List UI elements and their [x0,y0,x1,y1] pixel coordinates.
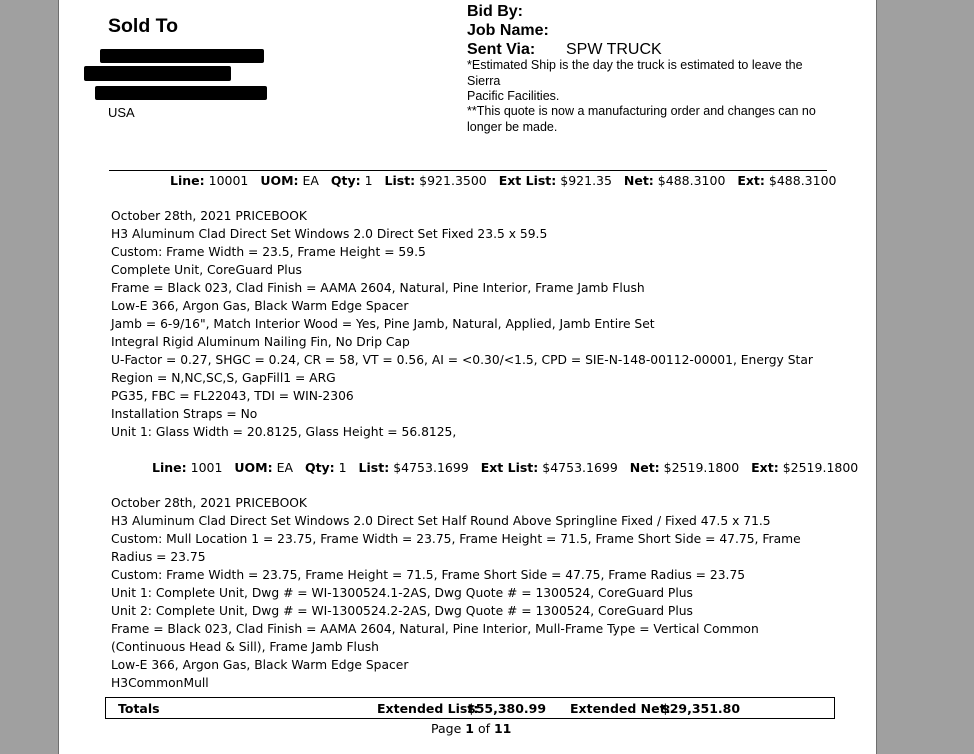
ext-value: $488.3100 [768,173,837,188]
description-line: H3CommonMull [111,676,209,690]
manufacturing-note-line: **This quote is now a manufacturing order and changes can no [467,104,816,118]
ext-list-label: Ext List: [480,460,539,475]
description-line: Custom: Mull Location 1 = 23.75, Frame Width = 23.75, Frame Height = 71.5, Frame Short Side = 47.75, Frame Radius = 23.75 [111,532,801,564]
bid-by-label: Bid By: [467,3,523,20]
page-indicator [431,721,511,736]
description-line: Complete Unit, CoreGuard Plus [111,263,302,277]
redacted-address-line-1 [100,49,264,63]
current-page: 1 [465,721,474,736]
qty-value: 1 [364,173,373,188]
page-prefix: Page [431,721,462,736]
uom-value: EA [302,173,319,188]
description-line: October 28th, 2021 PRICEBOOK [111,496,307,510]
uom-label: UOM: [260,173,299,188]
uom-label: UOM: [234,460,273,475]
line-number: 10001 [208,173,249,188]
line-item-description [111,207,831,441]
description-line: Unit 2: Complete Unit, Dwg # = WI-1300524.2-2AS, Dwg Quote # = 1300524, CoreGuard Plus [111,604,693,618]
line-number: 1001 [190,460,223,475]
description-line: Unit 1: Complete Unit, Dwg # = WI-1300524.1-2AS, Dwg Quote # = 1300524, CoreGuard Plus [111,586,693,600]
line-label: Line: [170,173,205,188]
uom-value: EA [276,460,294,475]
redacted-address-line-2 [84,66,231,81]
description-line: Low-E 366, Argon Gas, Black Warm Edge Spacer [111,658,409,672]
net-value: $488.3100 [657,173,726,188]
ext-list-label: Ext List: [498,173,557,188]
sold-to-heading: Sold To [108,15,179,37]
job-name-label: Job Name: [467,22,549,39]
line-item-summary [152,460,858,475]
qty-value: 1 [338,460,347,475]
description-line: Low-E 366, Argon Gas, Black Warm Edge Spacer [111,299,409,313]
qty-label: Qty: [304,460,335,475]
ship-note-line: *Estimated Ship is the day the truck is estimated to leave the [467,58,803,72]
sent-via-label: Sent Via: [467,41,536,58]
description-line: Jamb = 6-9/16", Match Interior Wood = Yes, Pine Jamb, Natural, Applied, Jamb Entire Set [111,317,655,331]
description-line: October 28th, 2021 PRICEBOOK [111,209,307,223]
extended-net-label: Extended Net: [570,701,671,716]
description-line: Unit 1: Glass Width = 20.8125, Glass Height = 56.8125, [111,425,457,439]
description-line: Frame = Black 023, Clad Finish = AAMA 2604, Natural, Pine Interior, Mull-Frame Type = Vertical Common (Continuous Head & Sill), Frame Jamb Flush [111,622,759,654]
description-line: Frame = Black 023, Clad Finish = AAMA 2604, Natural, Pine Interior, Frame Jamb Flush [111,281,645,295]
page-of: of [477,721,490,736]
list-label: List: [358,460,390,475]
extended-list-label: Extended List: [377,701,479,716]
extended-net-value: $29,351.80 [661,701,741,716]
ext-value: $2519.1800 [782,460,859,475]
description-line: Installation Straps = No [111,407,258,421]
document-page [58,0,877,754]
list-label: List: [384,173,416,188]
redacted-address-line-3 [95,86,267,100]
line-item-summary [170,173,837,188]
description-line: Integral Rigid Aluminum Nailing Fin, No Drip Cap [111,335,410,349]
list-value: $921.3500 [419,173,487,188]
manufacturing-note-line: longer be made. [467,120,558,134]
ship-note-line: Pacific Facilities. [467,89,560,103]
ext-list-value: $4753.1699 [542,460,618,475]
net-label: Net: [629,460,660,475]
list-value: $4753.1699 [393,460,469,475]
ext-list-value: $921.35 [560,173,612,188]
ext-label: Ext: [751,460,779,475]
total-pages: 11 [493,721,512,736]
line-label: Line: [152,460,187,475]
qty-label: Qty: [330,173,361,188]
description-line: PG35, FBC = FL22043, TDI = WIN-2306 [111,389,354,403]
description-line: U-Factor = 0.27, SHGC = 0.24, CR = 58, VT = 0.56, AI = <0.30/<1.5, CPD = SIE-N-148-00112-00001, Energy Star Region = N,NC,SC,S, GapFill1 = ARG [111,353,813,385]
ship-note-line: Sierra [467,74,501,88]
header-divider [109,170,827,171]
extended-list-value: $55,380.99 [467,701,547,716]
totals-label: Totals [118,701,160,716]
totals-box [105,697,835,719]
description-line: Custom: Frame Width = 23.5, Frame Height = 59.5 [111,245,426,259]
description-line: H3 Aluminum Clad Direct Set Windows 2.0 Direct Set Half Round Above Springline Fixed / Fixed 47.5 x 71.5 [111,514,771,528]
sent-via-value: SPW TRUCK [566,41,662,58]
description-line: Custom: Frame Width = 23.75, Frame Height = 71.5, Frame Short Side = 47.75, Frame Radius = 23.75 [111,568,746,582]
ext-label: Ext: [737,173,765,188]
line-item-description [111,494,831,692]
description-line: H3 Aluminum Clad Direct Set Windows 2.0 Direct Set Fixed 23.5 x 59.5 [111,227,548,241]
net-label: Net: [623,173,654,188]
net-value: $2519.1800 [663,460,740,475]
sold-to-country: USA [108,105,135,120]
